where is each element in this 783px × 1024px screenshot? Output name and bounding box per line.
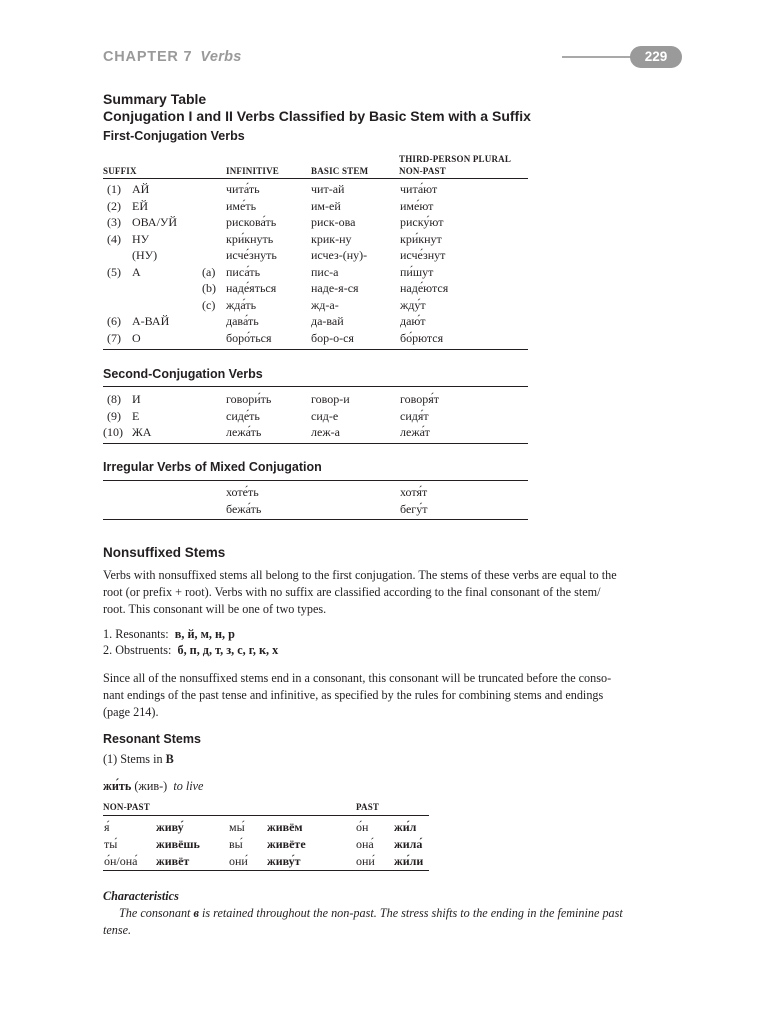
table-bottom-rule bbox=[103, 349, 528, 350]
verb-stem: (жив-) bbox=[134, 779, 168, 793]
table-row: (2) ЕЙ име́ть им-ей име́ют bbox=[107, 198, 434, 213]
nonsuffixed-heading: Nonsuffixed Stems bbox=[103, 545, 226, 560]
list-item: 2. Obstruents: б, п, д, т, з, с, г, к, х bbox=[103, 643, 279, 657]
verb-entry bbox=[103, 779, 203, 794]
table-row: бежа́ть бегу́т bbox=[226, 501, 428, 516]
table-row: (b) наде́яться наде-я-ся наде́ются bbox=[202, 281, 449, 295]
col-non-past: NON-PAST bbox=[103, 802, 150, 812]
table-row: (НУ) исче́знуть исчез-(ну)- исче́знут bbox=[132, 248, 446, 262]
table-row: (3) ОВА/УЙ рискова́ть риск-ова риску́ют bbox=[107, 215, 444, 229]
table-row: (6) А-ВАЙ дава́ть да-вай даю́т bbox=[107, 314, 426, 328]
conj-table-bottom-rule bbox=[103, 870, 429, 871]
irregular-table-bottom-rule bbox=[103, 519, 528, 520]
col-third-person-line1: THIRD-PERSON PLURAL bbox=[399, 154, 512, 164]
verb-infinitive: жи́ть bbox=[103, 779, 132, 793]
table-row: (4) НУ кри́кнуть крик-ну кри́кнут bbox=[107, 231, 442, 246]
irregular-table-top-rule bbox=[103, 480, 528, 481]
running-head bbox=[103, 49, 242, 65]
list-item: 1. Resonants: в, й, м, н, р bbox=[103, 627, 235, 641]
col-infinitive: INFINITIVE bbox=[226, 166, 280, 176]
page-number: 229 bbox=[630, 46, 682, 68]
nonsuffixed-paragraph-2: Since all of the nonsuffixed stems end in a consonant, this consonant will be truncated before the conso- nant endings of the past tense and infinitive, as specified by the rules for combining stems and endings (page 214). bbox=[103, 671, 612, 719]
second-conjugation-label: Second-Conjugation Verbs bbox=[103, 367, 263, 381]
summary-title: Summary Table bbox=[103, 91, 207, 107]
characteristics-paragraph: The consonant в is retained throughout the non-past. The stress shifts to the ending in the feminine past tense. bbox=[103, 906, 623, 937]
irregular-label: Irregular Verbs of Mixed Conjugation bbox=[103, 460, 322, 474]
chapter-number: CHAPTER 7 bbox=[103, 49, 193, 65]
col-basic-stem: BASIC STEM bbox=[311, 166, 369, 176]
table-row: (c) жда́ть жд-а- жду́т bbox=[202, 297, 426, 312]
characteristics-heading: Characteristics bbox=[103, 889, 179, 903]
col-third-person-line2: NON-PAST bbox=[399, 166, 446, 176]
summary-subtitle: Conjugation I and II Verbs Classified by Basic Stem with a Suffix bbox=[103, 108, 531, 124]
second-table-bottom-rule bbox=[103, 443, 528, 444]
table-row: (9) Е сиде́ть сид-е сидя́т bbox=[107, 408, 429, 423]
conj-table-top-rule bbox=[103, 815, 429, 816]
table-row: (7) О боро́ться бор-о-ся бо́рются bbox=[107, 330, 444, 345]
col-past: PAST bbox=[356, 802, 380, 812]
col-suffix: SUFFIX bbox=[103, 166, 137, 176]
resonant-heading: Resonant Stems bbox=[103, 732, 201, 746]
second-table-top-rule bbox=[103, 386, 528, 387]
summary-heading bbox=[103, 91, 531, 125]
resonant-item: (1) Stems in В bbox=[103, 752, 174, 766]
nonsuffixed-paragraph-1: Verbs with nonsuffixed stems all belong to the first conjugation. The stems of these verbs are equal to the root (or prefix + root). Verbs with no suffix are classified according to the final consonant of the stem/ root. This consonant will be one of two types. bbox=[103, 568, 617, 616]
table-row: я́ живу́ мы́ живём о́н жи́л bbox=[104, 820, 417, 834]
first-conjugation-label: First-Conjugation Verbs bbox=[103, 129, 245, 143]
verb-gloss: to live bbox=[173, 779, 204, 793]
chapter-title: Verbs bbox=[200, 49, 242, 65]
table-row: хоте́ть хотя́т bbox=[226, 485, 428, 499]
table-row: (8) И говори́ть говор-и говоря́т bbox=[107, 392, 439, 406]
table-row: ты́ живёшь вы́ живёте она́ жила́ bbox=[104, 837, 423, 851]
table-row: (1) АЙ чита́ть чит-ай чита́ют bbox=[107, 182, 438, 196]
table-row: (5) А (a) писа́ть пис-а пи́шут bbox=[107, 264, 434, 279]
table-row: (10) ЖА лежа́ть леж-а лежа́т bbox=[103, 425, 430, 439]
table-row: о́н/она́ живёт они́ живу́т они́ жи́ли bbox=[104, 854, 424, 868]
table-header-rule bbox=[103, 178, 528, 179]
